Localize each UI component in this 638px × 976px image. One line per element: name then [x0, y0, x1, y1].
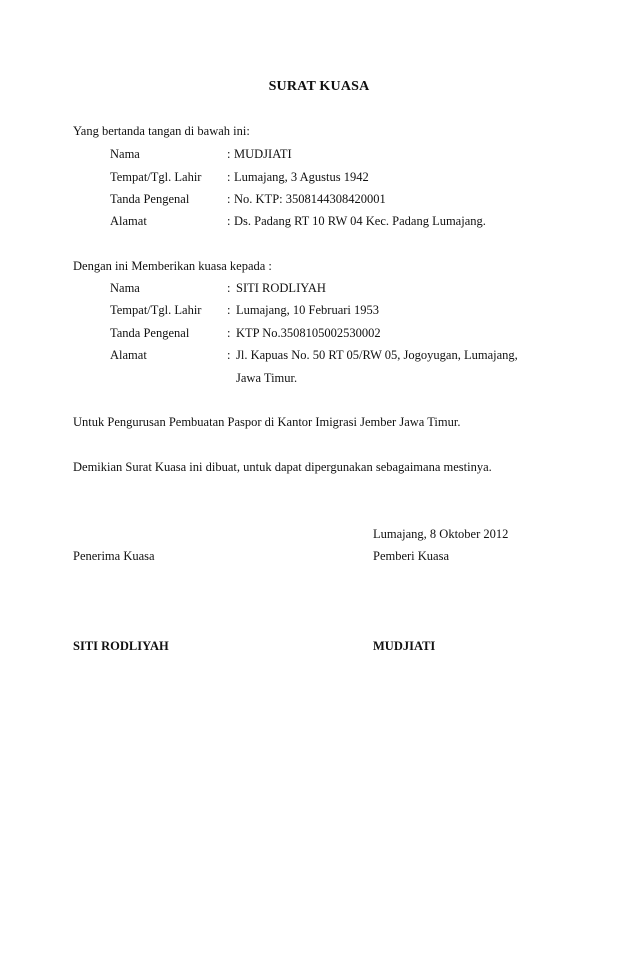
- place-date: Lumajang, 8 Oktober 2012: [373, 527, 509, 541]
- closing-text: Demikian Surat Kuasa ini dibuat, untuk dapat dipergunakan sebagaimana mestinya.: [73, 460, 492, 474]
- field-colon: :: [227, 147, 231, 161]
- purpose-text: Untuk Pengurusan Pembuatan Paspor di Kantor Imigrasi Jember Jawa Timur.: [73, 415, 461, 429]
- field-value: MUDJIATI: [234, 147, 292, 161]
- receiver-label: Penerima Kuasa: [73, 549, 155, 563]
- giver-name: MUDJIATI: [373, 639, 436, 653]
- field-value-continued: Jawa Timur.: [236, 371, 298, 385]
- intro-text: Yang bertanda tangan di bawah ini:: [73, 124, 250, 138]
- field-label: Tanda Pengenal: [110, 192, 190, 206]
- field-value: Ds. Padang RT 10 RW 04 Kec. Padang Lumajang.: [234, 214, 486, 228]
- field-label: Tanda Pengenal: [110, 326, 190, 340]
- field-value: Jl. Kapuas No. 50 RT 05/RW 05, Jogoyugan, Lumajang,: [236, 348, 518, 362]
- field-colon: :: [227, 214, 231, 228]
- field-value: Lumajang, 10 Februari 1953: [236, 303, 380, 317]
- field-colon: :: [227, 192, 231, 206]
- receiver-name: SITI RODLIYAH: [73, 639, 169, 653]
- field-colon: :: [227, 170, 231, 184]
- field-label: Nama: [110, 147, 140, 161]
- document-title: SURAT KUASA: [268, 79, 370, 94]
- field-colon: :: [227, 281, 231, 295]
- field-value: KTP No.3508105002530002: [236, 326, 381, 340]
- giver-label: Pemberi Kuasa: [373, 549, 450, 563]
- field-value: No. KTP: 3508144308420001: [234, 192, 386, 206]
- field-label: Nama: [110, 281, 140, 295]
- field-label: Alamat: [110, 348, 147, 362]
- transfer-intro-text: Dengan ini Memberikan kuasa kepada :: [73, 259, 272, 273]
- field-value: SITI RODLIYAH: [236, 281, 326, 295]
- field-value: Lumajang, 3 Agustus 1942: [234, 170, 369, 184]
- field-colon: :: [227, 303, 231, 317]
- field-colon: :: [227, 348, 231, 362]
- field-label: Alamat: [110, 214, 147, 228]
- field-label: Tempat/Tgl. Lahir: [110, 170, 202, 184]
- field-colon: :: [227, 326, 231, 340]
- field-label: Tempat/Tgl. Lahir: [110, 303, 202, 317]
